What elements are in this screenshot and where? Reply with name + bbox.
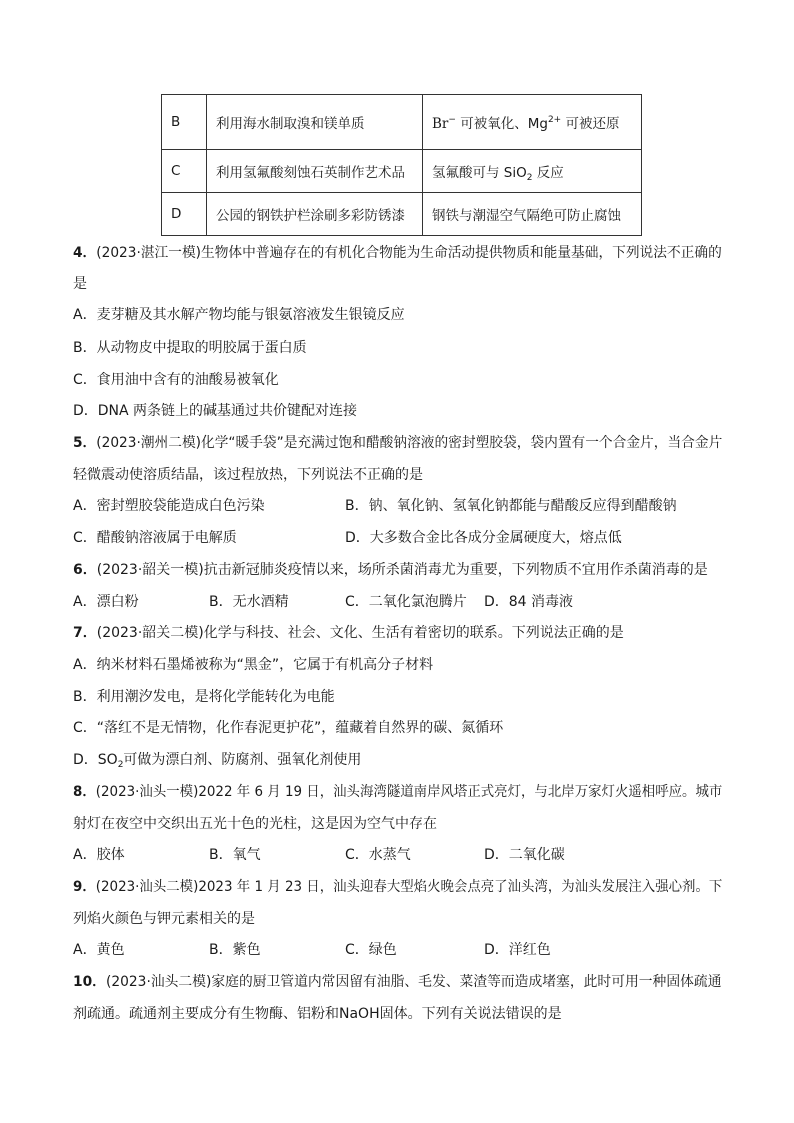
table-cell-label: D bbox=[162, 193, 207, 236]
question-5-option-b: B．钠、氧化钠、氢氧化钠都能与醋酸反应得到醋酸钠 bbox=[345, 498, 677, 514]
options-table bbox=[161, 94, 642, 236]
question-10-stem-line-1 bbox=[73, 973, 721, 991]
question-9-option-a: A．黄色 bbox=[73, 942, 125, 958]
question-number: 9． bbox=[73, 879, 96, 895]
question-number: 6． bbox=[73, 562, 97, 578]
question-4-option-b: B．从动物皮中提取的明胶属于蛋白质 bbox=[73, 340, 307, 356]
question-number: 10． bbox=[73, 974, 106, 990]
question-number: 7． bbox=[73, 625, 97, 641]
table-cell-action: 利用海水制取溴和镁单质 bbox=[207, 95, 423, 150]
question-7-option-c: C．“落红不是无情物，化作春泥更护花”，蕴藏着自然界的碳、氮循环 bbox=[73, 720, 504, 736]
question-6-option-b: B．无水酒精 bbox=[209, 594, 289, 610]
question-7-stem bbox=[73, 624, 624, 642]
question-9-stem-line-2: 列焰火颜色与钾元素相关的是 bbox=[73, 911, 255, 927]
question-5-stem-line-1 bbox=[73, 434, 722, 452]
superscript: 2+ bbox=[547, 115, 562, 125]
question-5-option-d: D．大多数合金比各成分金属硬度大，熔点低 bbox=[345, 530, 622, 546]
question-9-option-c: C．绿色 bbox=[345, 942, 397, 958]
question-stem: 化学与科技、社会、文化、生活有着密切的联系。下列说法正确的是 bbox=[203, 625, 624, 641]
question-4-stem-line-1 bbox=[73, 244, 722, 262]
question-number: 8． bbox=[73, 784, 96, 800]
table-cell-reason bbox=[423, 150, 642, 193]
question-6-option-c: C．二氧化氯泡腾片 bbox=[345, 594, 467, 610]
question-9-stem-line-1 bbox=[73, 878, 722, 896]
table-cell-action: 利用氢氟酸刻蚀石英制作艺术品 bbox=[207, 150, 423, 193]
subscript: 2 bbox=[526, 173, 533, 183]
question-8-option-b: B．氧气 bbox=[209, 847, 261, 863]
question-4-option-c: C．食用油中含有的油酸易被氧化 bbox=[73, 372, 279, 388]
table-cell-label: B bbox=[162, 95, 207, 150]
question-8-option-a: A．胶体 bbox=[73, 847, 125, 863]
question-5-stem-line-2: 轻微震动使溶质结晶，该过程放热，下列说法不正确的是 bbox=[73, 467, 423, 483]
question-6-option-d: D．84 消毒液 bbox=[484, 594, 574, 610]
question-source: (2023·韶关一模) bbox=[96, 562, 204, 578]
question-number: 5． bbox=[73, 435, 97, 451]
question-stem: 2023 年 1 月 23 日，汕头迎春大型焰火晚会点亮了汕头湾，为汕头发展注入强心剂。下 bbox=[198, 879, 723, 895]
question-5-option-a: A．密封塑胶袋能造成白色污染 bbox=[73, 498, 265, 514]
table-cell-label: C bbox=[162, 150, 207, 193]
question-6-option-a: A．漂白粉 bbox=[73, 594, 139, 610]
question-source: (2023·汕头一模) bbox=[95, 784, 199, 800]
question-source: (2023·汕头二模) bbox=[105, 974, 212, 990]
question-8-option-c: C．水蒸气 bbox=[345, 847, 411, 863]
question-8-stem-line-2: 射灯在夜空中交织出五光十色的光柱，这是因为空气中存在 bbox=[73, 816, 437, 832]
question-source: (2023·潮州二模) bbox=[96, 435, 202, 451]
table-cell-reason: 钢铁与潮湿空气隔绝可防止腐蚀 bbox=[423, 193, 642, 236]
table-row bbox=[162, 193, 642, 236]
question-source: (2023·湛江一模) bbox=[96, 245, 202, 261]
question-10-stem-line-2: 剂疏通。疏通剂主要成分有生物酶、铝粉和NaOH固体。下列有关说法错误的是 bbox=[73, 1006, 562, 1022]
option-text: D．SO bbox=[73, 752, 118, 768]
question-8-option-d: D．二氧化碳 bbox=[484, 847, 565, 863]
question-9-option-b: B．紫色 bbox=[209, 942, 261, 958]
table-cell-reason bbox=[423, 95, 642, 150]
question-8-stem-line-1 bbox=[73, 783, 722, 801]
question-6-stem bbox=[73, 561, 708, 579]
reason-text: Br bbox=[432, 116, 449, 132]
question-stem: 生物体中普遍存在的有机化合物能为生命活动提供物质和能量基础，下列说法不正确的 bbox=[201, 245, 722, 261]
question-7-option-b: B．利用潮汐发电，是将化学能转化为电能 bbox=[73, 689, 335, 705]
question-7-option-d bbox=[73, 751, 361, 771]
option-text: 可做为漂白剂、防腐剂、强氧化剂使用 bbox=[123, 752, 362, 768]
reason-text: 反应 bbox=[532, 165, 564, 181]
question-stem: 抗击新冠肺炎疫情以来，场所杀菌消毒尤为重要，下列物质不宜用作杀菌消毒的是 bbox=[203, 562, 708, 578]
reason-text: 可被还原 bbox=[561, 116, 620, 132]
reason-text: 可被氧化、Mg bbox=[455, 116, 548, 132]
table-row bbox=[162, 95, 642, 150]
question-5-option-c: C．醋酸钠溶液属于电解质 bbox=[73, 530, 237, 546]
question-7-option-a: A．纳米材料石墨烯被称为“黑金”，它属于有机高分子材料 bbox=[73, 657, 434, 673]
question-4-option-d: D．DNA 两条链上的碱基通过共价键配对连接 bbox=[73, 403, 358, 419]
question-stem: 化学“暖手袋”是充满过饱和醋酸钠溶液的密封塑胶袋，袋内置有一个合金片，当合金片 bbox=[201, 435, 723, 451]
table-cell-action: 公园的钢铁护栏涂刷多彩防锈漆 bbox=[207, 193, 423, 236]
subscript: 2 bbox=[117, 760, 124, 770]
question-stem: 家庭的厨卫管道内常因留有油脂、毛发、菜渣等而造成堵塞，此时可用一种固体疏通 bbox=[211, 974, 722, 990]
question-source: (2023·汕头二模) bbox=[95, 879, 199, 895]
question-stem: 2022 年 6 月 19 日，汕头海湾隧道南岸风塔正式亮灯，与北岸万家灯火遥相呼应。城市 bbox=[198, 784, 723, 800]
table-row bbox=[162, 150, 642, 193]
question-4-option-a: A．麦芽糖及其水解产物均能与银氨溶液发生银镜反应 bbox=[73, 307, 405, 323]
reason-text: 氢氟酸可与 SiO bbox=[432, 165, 527, 181]
question-source: (2023·韶关二模) bbox=[96, 625, 204, 641]
superscript: − bbox=[448, 115, 456, 125]
question-4-stem-line-2: 是 bbox=[73, 276, 87, 292]
question-number: 4． bbox=[73, 245, 97, 261]
question-9-option-d: D．洋红色 bbox=[484, 942, 551, 958]
